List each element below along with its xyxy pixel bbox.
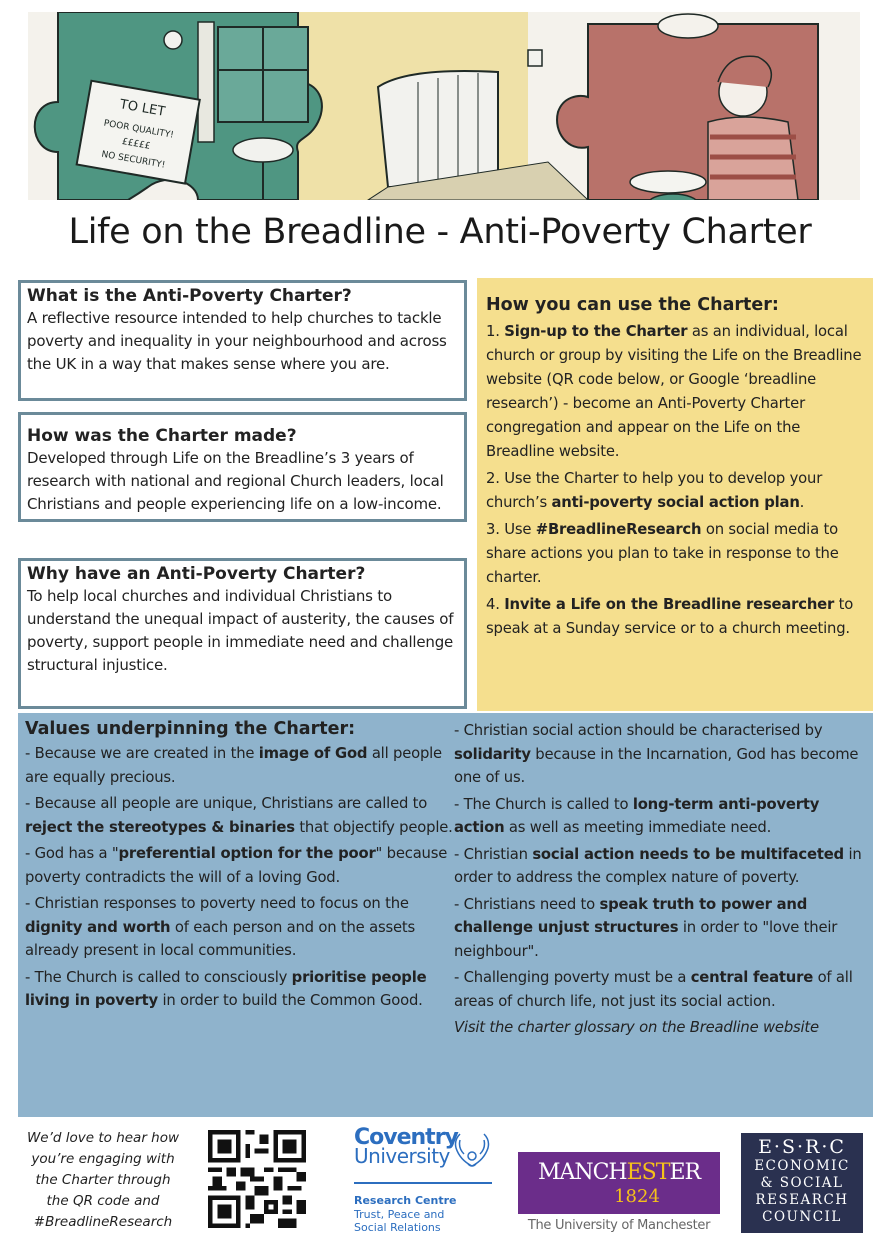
value-bold: dignity and worth (25, 918, 171, 936)
item-prefix: 2. Use the Charter to help you to develop your church’s (486, 470, 823, 511)
manchester-year: 1824 (614, 1186, 660, 1207)
coventry-name: Coventry (354, 1125, 458, 1150)
value-bold: social action needs to be multifaceted (532, 845, 844, 863)
manchester-university-logo (518, 1152, 720, 1236)
esrc-line: ECONOMIC (754, 1158, 850, 1174)
esrc-line: & SOCIAL (760, 1175, 844, 1191)
research-centre-line: Trust, Peace and (354, 1208, 445, 1221)
value-post: of each person and on the assets already present in local communities. (25, 918, 415, 959)
research-centre-line: Social Relations (354, 1221, 441, 1234)
how-to-use-item (486, 518, 863, 590)
value-item (25, 842, 455, 889)
value-post: in order to build the Common Good. (157, 992, 423, 1009)
values-right-column (454, 719, 869, 1043)
value-pre: - The Church is called to consciously (25, 968, 292, 986)
item-rest: . (799, 494, 805, 511)
esrc-acronym: E·S·R·C (758, 1136, 846, 1158)
value-item (25, 742, 455, 789)
item-bold: Invite a Life on the Breadline researcher (504, 596, 835, 613)
value-item (454, 719, 869, 790)
value-item (25, 966, 455, 1013)
value-post: " because poverty contradicts the will of a loving God. (25, 845, 448, 886)
item-bold: anti-poverty social action plan (551, 494, 800, 511)
research-centre-label: Research Centre (354, 1194, 457, 1207)
item-rest: as an individual, local church or group by visiting the Life on the Breadline website (QR code below, or Google ‘breadline research’) - become an Anti-Poverty Charter congregation and appear on the Life on the Breadline website. (486, 323, 862, 460)
engagement-line: you’re engaging with (31, 1151, 175, 1167)
value-item (25, 892, 455, 963)
value-pre: - Because all people are unique, Christians are called to (25, 795, 428, 812)
wordmark-part: ER (669, 1160, 701, 1185)
manchester-subtitle: The University of Manchester (527, 1218, 711, 1233)
value-bold: solidarity (454, 745, 531, 763)
how-to-use-item (486, 593, 863, 641)
how-to-use-panel (477, 278, 873, 711)
item-prefix: 4. (486, 596, 505, 613)
how-made-heading: How was the Charter made? (27, 426, 297, 446)
why-charter-heading: Why have an Anti-Poverty Charter? (27, 564, 366, 584)
value-item (454, 843, 869, 890)
esrc-logo (741, 1133, 863, 1233)
manchester-wordmark (518, 1160, 720, 1185)
item-rest: on social media to share actions you plan to take in response to the charter. (486, 521, 839, 586)
value-pre: - Christian social action should be characterised by (454, 722, 823, 739)
what-is-charter-body: A reflective resource intended to help churches to tackle poverty and inequality in your neighbourhood and across the UK in a way that makes sense where you are. (27, 309, 447, 373)
how-to-use-item (486, 320, 863, 464)
value-pre: - God has a " (25, 845, 119, 862)
engagement-line: the QR code and (46, 1193, 160, 1209)
value-item (25, 792, 455, 839)
value-bold: central feature (690, 969, 814, 986)
value-post: all people are equally precious. (25, 745, 442, 786)
item-prefix: 1. (486, 323, 505, 340)
why-charter-body: To help local churches and individual Christians to understand the unequal impact of austerity, the causes of poverty, support people in immediate need and challenge structural injustice. (27, 587, 454, 674)
item-bold: #BreadlineResearch (535, 521, 702, 538)
svg-text:POOR QUALITY!: POOR QUALITY! (102, 118, 175, 141)
page-title: Life on the Breadline - Anti-Poverty Charter (68, 212, 812, 252)
values-left-column (25, 716, 455, 1016)
coventry-university-word: University (354, 1144, 450, 1168)
engagement-text (18, 1128, 188, 1233)
research-centre-name (354, 1208, 494, 1234)
value-pre: - Because we are created in the (25, 745, 259, 762)
phoenix-icon (450, 1130, 494, 1170)
svg-text:NO SECURITY!: NO SECURITY! (100, 149, 166, 171)
value-post: of all areas of church life, not just its social action. (454, 969, 853, 1010)
svg-text:£££££: £££££ (121, 137, 152, 152)
value-bold: speak truth to power and challenge unjust structures (454, 895, 808, 936)
what-is-charter-heading: What is the Anti-Poverty Charter? (27, 286, 352, 306)
how-to-use-item (486, 467, 863, 515)
value-bold: reject the stereotypes & binaries (25, 818, 295, 836)
value-item (454, 793, 869, 840)
what-is-charter-box (18, 280, 467, 401)
how-to-use-heading: How you can use the Charter: (486, 295, 779, 315)
value-item (454, 893, 869, 964)
coventry-university-logo (354, 1125, 494, 1238)
banner-illustration (28, 12, 860, 200)
glossary-note[interactable]: Visit the charter glossary on the Breadline website (454, 1019, 819, 1036)
value-post: because in the Incarnation, God has become one of us. (454, 745, 859, 786)
how-made-box (18, 412, 467, 522)
esrc-line: RESEARCH (755, 1192, 849, 1208)
value-post: that objectify people. (294, 818, 453, 836)
value-pre: - Christian (454, 845, 533, 863)
how-made-body: Developed through Life on the Breadline’s 3 years of research with national and regional Church leaders, local Christians and people experiencing life on a low-income. (27, 449, 444, 513)
value-post: as well as meeting immediate need. (504, 819, 772, 836)
value-bold: image of God (258, 745, 368, 762)
coventry-divider (354, 1182, 492, 1184)
illustration-icon (28, 12, 860, 200)
esrc-line: COUNCIL (762, 1209, 842, 1225)
engagement-line: We’d love to hear how (26, 1130, 180, 1146)
item-prefix: 3. Use (486, 521, 536, 538)
value-pre: - Christian responses to poverty need to focus on the (25, 895, 409, 912)
value-pre: - Challenging poverty must be a (454, 969, 691, 986)
svg-text:TO LET: TO LET (118, 97, 167, 120)
value-post: in order to address the complex nature of poverty. (454, 845, 862, 886)
why-charter-box (18, 558, 467, 709)
wordmark-part: MANCH (537, 1160, 627, 1185)
value-post: in order to "love their neighbour". (454, 919, 838, 960)
values-panel (18, 713, 873, 1117)
value-bold: prioritise people living in poverty (25, 968, 427, 1009)
value-bold: preferential option for the poor (118, 845, 376, 862)
wordmark-est: EST (626, 1160, 670, 1185)
value-pre: - Christians need to (454, 895, 600, 913)
qr-code[interactable] (208, 1130, 306, 1228)
engagement-line: #BreadlineResearch (33, 1214, 173, 1230)
item-rest: to speak at a Sunday service or to a church meeting. (486, 596, 854, 637)
item-bold: Sign-up to the Charter (504, 323, 688, 340)
engagement-line: the Charter through (35, 1172, 171, 1188)
value-pre: - The Church is called to (454, 795, 633, 813)
values-heading: Values underpinning the Charter: (25, 719, 356, 739)
value-bold: long-term anti-poverty action (454, 795, 820, 836)
value-item (454, 966, 869, 1013)
qr-code-icon (208, 1130, 306, 1228)
